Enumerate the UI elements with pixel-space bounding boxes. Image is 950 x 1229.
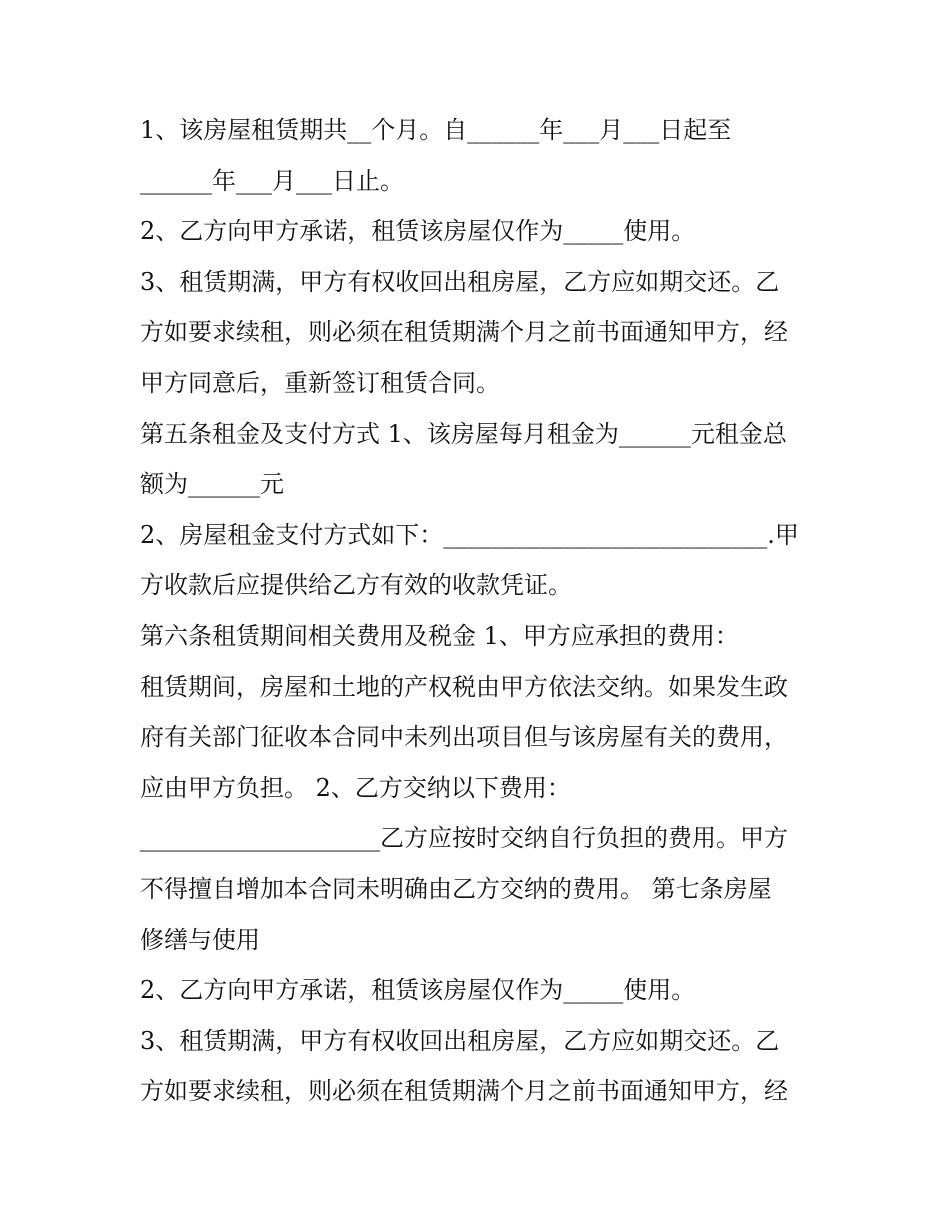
text-line: 租赁期间，房屋和土地的产权税由甲方依法交纳。如果发生政 xyxy=(140,672,788,701)
text-line: ____________________乙方应按时交纳自行负担的费用。甲方 xyxy=(140,824,788,853)
text-line: 2、房屋租金支付方式如下：___________________________.甲 xyxy=(140,520,799,549)
text-line: 1、该房屋租赁期共__个月。自______年___月___日起至 xyxy=(140,116,732,144)
text-line: 修缮与使用 xyxy=(140,925,260,954)
text-line: 方收款后应提供给乙方有效的收款凭证。 xyxy=(140,571,572,600)
text-line: 方如要求续租，则必须在租赁期满个月之前书面通知甲方，经 xyxy=(140,1077,788,1106)
text-line: 3、租赁期满，甲方有权收回出租房屋，乙方应如期交还。乙 xyxy=(140,267,780,296)
document-body xyxy=(140,105,820,1117)
text-line: 方如要求续租，则必须在租赁期满个月之前书面通知甲方，经 xyxy=(140,318,788,347)
text-line: 不得擅自增加本合同未明确由乙方交纳的费用。 第七条房屋 xyxy=(140,874,772,903)
text-line: 2、乙方向甲方承诺，租赁该房屋仅作为_____使用。 xyxy=(140,217,696,246)
text-line: 3、租赁期满，甲方有权收回出租房屋，乙方应如期交还。乙 xyxy=(140,1026,780,1055)
text-line: ______年___月___日止。 xyxy=(140,166,404,195)
text-line: 第五条租金及支付方式 1、该房屋每月租金为______元租金总 xyxy=(140,419,787,448)
text-line: 府有关部门征收本合同中未列出项目但与该房屋有关的费用， xyxy=(140,723,788,752)
text-line: 甲方同意后，重新签订租赁合同。 xyxy=(140,368,500,397)
text-line: 额为______元 xyxy=(140,470,284,499)
text-line: 第六条租赁期间相关费用及税金 1、甲方应承担的费用： xyxy=(140,621,739,650)
text-line: 应由甲方负担。 2、乙方交纳以下费用： xyxy=(140,773,571,802)
text-line: 2、乙方向甲方承诺，租赁该房屋仅作为_____使用。 xyxy=(140,976,696,1005)
